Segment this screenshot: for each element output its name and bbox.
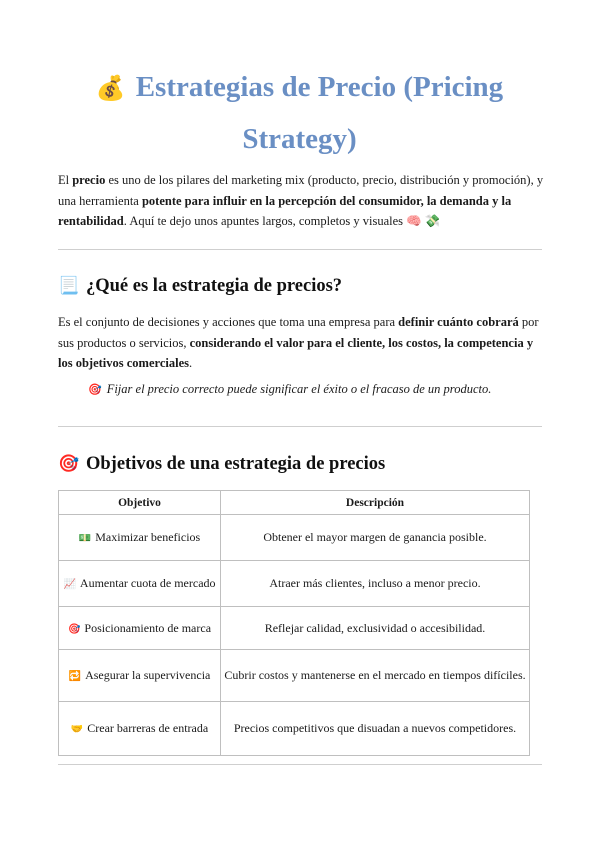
description-cell: Obtener el mayor margen de ganancia posible. [221, 515, 530, 561]
intro-text-2: es uno de los pilares del marketing mix (producto, precio, distribución y promoción), y una herramienta [58, 173, 544, 208]
def-text-1: Es el conjunto de decisiones y acciones que toma una empresa para [58, 315, 399, 329]
money-bag-icon: 💰 [95, 76, 126, 102]
title-line-2: Strategy) [242, 123, 357, 155]
description-cell: Reflejar calidad, exclusividad o accesibilidad. [221, 607, 530, 650]
objectives-table [58, 490, 530, 756]
title-line-1: Estrategias de Precio (Pricing [135, 71, 504, 103]
objective-text: Posicionamiento de marca [84, 620, 212, 635]
section-heading-text: ¿Qué es la estrategia de precios? [86, 276, 343, 296]
description-cell: Precios competitivos que disuadan a nuevos competidores. [221, 702, 530, 756]
table-header-row [59, 491, 530, 515]
intro-text-3: . Aquí te dejo unos apuntes largos, completos y visuales [123, 214, 407, 228]
objective-cell [59, 515, 221, 561]
intro-bold-1: precio [72, 173, 106, 187]
page-title [40, 62, 559, 164]
table-row [59, 515, 530, 561]
repeat-icon: 🔁 [68, 671, 82, 682]
table-row [59, 650, 530, 702]
objective-text: Crear barreras de entrada [87, 721, 209, 735]
brain-icon: 🧠 [406, 214, 422, 228]
divider [58, 764, 542, 765]
objective-cell [59, 607, 221, 650]
quote [88, 382, 491, 397]
description-cell: Cubrir costos y mantenerse en el mercado en tiempos difíciles. [221, 650, 530, 702]
divider [58, 426, 542, 427]
section-heading-objectives [58, 454, 385, 475]
objective-cell [59, 561, 221, 607]
definition-paragraph [58, 312, 544, 374]
divider [58, 249, 542, 250]
target-icon: 🎯 [58, 454, 80, 473]
def-bold-2: considerando el valor para el cliente, los costos, la competencia y los objetivos comerciales [58, 335, 534, 370]
description-cell: Atraer más clientes, incluso a menor precio. [221, 561, 530, 607]
intro-bold-2: potente para influir en la percepción del consumidor, la demanda y la rentabilidad [58, 193, 512, 228]
target-icon: 🎯 [67, 623, 81, 635]
money-icon: 💵 [78, 533, 92, 544]
column-header-objective: Objetivo [59, 491, 221, 515]
quote-text: Fijar el precio correcto puede significar el éxito o el fracaso de un producto. [106, 382, 492, 396]
intro-text-1: El [58, 173, 73, 187]
chart-up-icon: 📈 [63, 579, 76, 590]
objective-text: Aumentar cuota de mercado [79, 576, 216, 590]
table-row [59, 702, 530, 756]
objective-text: Maximizar beneficios [95, 530, 201, 544]
section-heading-text: Objetivos de una estrategia de precios [86, 454, 386, 474]
section-heading-what-is [58, 276, 342, 297]
objective-cell [59, 702, 221, 756]
handshake-icon: 🤝 [70, 724, 84, 735]
money-wings-icon: 💸 [424, 214, 441, 228]
page-icon: 📃 [58, 276, 80, 295]
objective-text: Asegurar la supervivencia [85, 668, 211, 682]
intro-paragraph [58, 170, 548, 232]
target-icon: 🎯 [88, 384, 102, 396]
objective-cell [59, 650, 221, 702]
def-text-2: por sus productos o servicios, [58, 315, 539, 350]
column-header-description: Descripción [221, 491, 530, 515]
table-row [59, 561, 530, 607]
def-bold-1: definir cuánto cobrará [398, 315, 519, 329]
table-row [59, 607, 530, 650]
def-text-3: . [189, 356, 193, 370]
